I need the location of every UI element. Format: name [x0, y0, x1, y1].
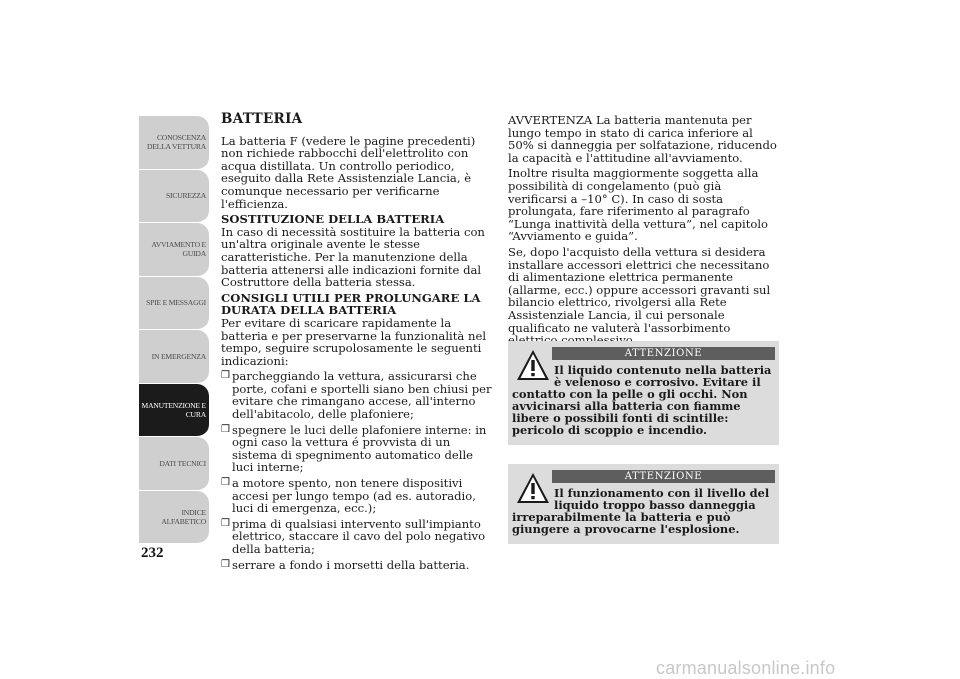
tab-label: SPIE E MESSAGGI	[146, 298, 206, 308]
watermark-link[interactable]: carmanualsonline.info	[656, 658, 836, 678]
list-item	[221, 518, 493, 556]
accessories-paragraph: Se, dopo l'acquisto della vettura si desidera installare accessori elettrici che necessitano di alimentazione elettrica permanente (allarme, ecc.) oppure accessori gravanti sul bilancio elettrico, rivolgersi alla Rete Assistenziale Lancia, il cui personale qualificato ne valuterà l'assorbimento	[508, 244, 771, 335]
tab-in-emergenza[interactable]	[139, 330, 209, 384]
list-item-text: prima di qualsiasi intervento sull'impianto elettrico, staccare il cavo del polo negativo della batteria;	[232, 516, 486, 556]
list-item-text: spegnere le luci delle plafoniere interne: in ogni caso la vettura é provvista di un sistema di spegnimento automatico delle luci interne;	[232, 422, 487, 475]
list-item	[221, 559, 493, 572]
attention-text	[512, 364, 773, 436]
chapter-sidebar	[139, 116, 209, 544]
tab-dati-tecnici[interactable]	[139, 437, 209, 491]
list-item-text: a motore spento, non tenere dispositivi accesi per lungo tempo (ad es. autoradio, luci di emergenza, ecc.);	[232, 476, 476, 516]
list-item	[221, 477, 493, 515]
list-item	[221, 370, 493, 420]
section-heading-tips: CONSIGLI UTILI PER PROLUNGARE LA DURATA DELLA BATTERIA	[221, 290, 481, 318]
page-title: BATTERIA	[221, 111, 303, 127]
attention-rest: irreparabilmente la batteria e può giungere a provocarne l'esplosione.	[512, 510, 740, 536]
attention-first-line: Il funzionamento con il livello del liquido troppo basso danneggia	[554, 486, 770, 512]
right-column	[508, 114, 780, 350]
list-item	[221, 424, 493, 474]
list-item-text: parcheggiando la vettura, assicurarsi che porte, cofani e sportelli siano ben chiusi per evitare che rimangano accese, all'interno dell'abitacolo, delle plafoniere;	[232, 369, 492, 422]
checkbox-bullet-icon: ❒	[221, 558, 230, 570]
tab-label: INDICE ALFABETICO	[161, 507, 206, 526]
tips-list	[221, 370, 493, 571]
tab-spie-e-messaggi[interactable]	[139, 277, 209, 331]
checkbox-bullet-icon: ❒	[221, 370, 230, 382]
tab-indice-alfabetico[interactable]	[139, 491, 209, 545]
attention-header: ATTENZIONE	[552, 470, 775, 483]
tab-manutenzione-e-cura[interactable]	[139, 384, 209, 438]
attention-header: ATTENZIONE	[552, 347, 775, 360]
list-item-text: serrare a fondo i morsetti della batteria.	[232, 557, 470, 572]
checkbox-bullet-icon: ❒	[221, 423, 230, 435]
tab-label: SICUREZZA	[166, 191, 206, 201]
attention-box	[508, 341, 779, 445]
replacement-paragraph: In caso di necessità sostituire la batteria con un'altra originale avente le stesse caratteristiche. Per la manutenzione della batteria attenersi alle indicazioni fornite dal Costruttore della batteria stessa.	[221, 224, 485, 290]
attention-first-line: Il liquido contenuto nella batteria è velenoso e corrosivo. Evitare il	[554, 363, 772, 389]
tab-label: DATI TECNICI	[159, 458, 206, 468]
tab-label: AVVIAMENTO E GUIDA	[151, 240, 206, 259]
tab-label: IN EMERGENZA	[151, 351, 206, 361]
tab-avviamento-e-guida[interactable]	[139, 223, 209, 277]
checkbox-bullet-icon: ❒	[221, 477, 230, 489]
tips-intro-paragraph: Per evitare di scaricare rapidamente la batteria e per preservarne la funzionalità nel tempo, seguire scrupolosamente le seguenti indicazioni:	[221, 315, 487, 368]
warning-note-paragraph: AVVERTENZA La batteria mantenuta per lungo tempo in stato di carica inferiore al 50% si danneggia per solfatazione, riducendo la capacità e l'attitudine all'avviamento.	[508, 113, 777, 165]
tab-sicurezza[interactable]	[139, 170, 209, 224]
attention-rest: contatto con la pelle o gli occhi. Non avvicinarsi alla batteria con fiamme libere o possibili fonti di scintille: pericolo di scoppio e incendio.	[512, 387, 748, 437]
left-column	[221, 113, 493, 574]
tab-label: CONOSCENZA DELLA VETTURA	[146, 133, 206, 152]
tab-label: MANUTENZIONE E CURA	[141, 400, 206, 419]
attention-box	[508, 464, 779, 544]
tab-conoscenza-della-vettura[interactable]	[139, 116, 209, 170]
attention-text	[512, 487, 773, 535]
page-number: 232	[141, 545, 164, 561]
intro-paragraph: La batteria F (vedere le pagine precedenti) non richiede rabbocchi dell'elettrolito con acqua distillata. Un controllo periodico, eseguito dalla Rete Assistenziale Lancia, è comunque necessario per verificarne l'efficienza.	[221, 133, 476, 211]
checkbox-bullet-icon: ❒	[221, 517, 230, 529]
section-heading-replacement: SOSTITUZIONE DELLA BATTERIA	[221, 212, 445, 227]
freezing-paragraph: Inoltre risulta maggiormente soggetta alla possibilità di congelamento (può già verificarsi a –10° C). In caso di sosta prolungata, fare riferimento al paragrafo “Lunga inattività della vettura”, nel capitolo “Avviamento e guida”.	[508, 166, 769, 244]
